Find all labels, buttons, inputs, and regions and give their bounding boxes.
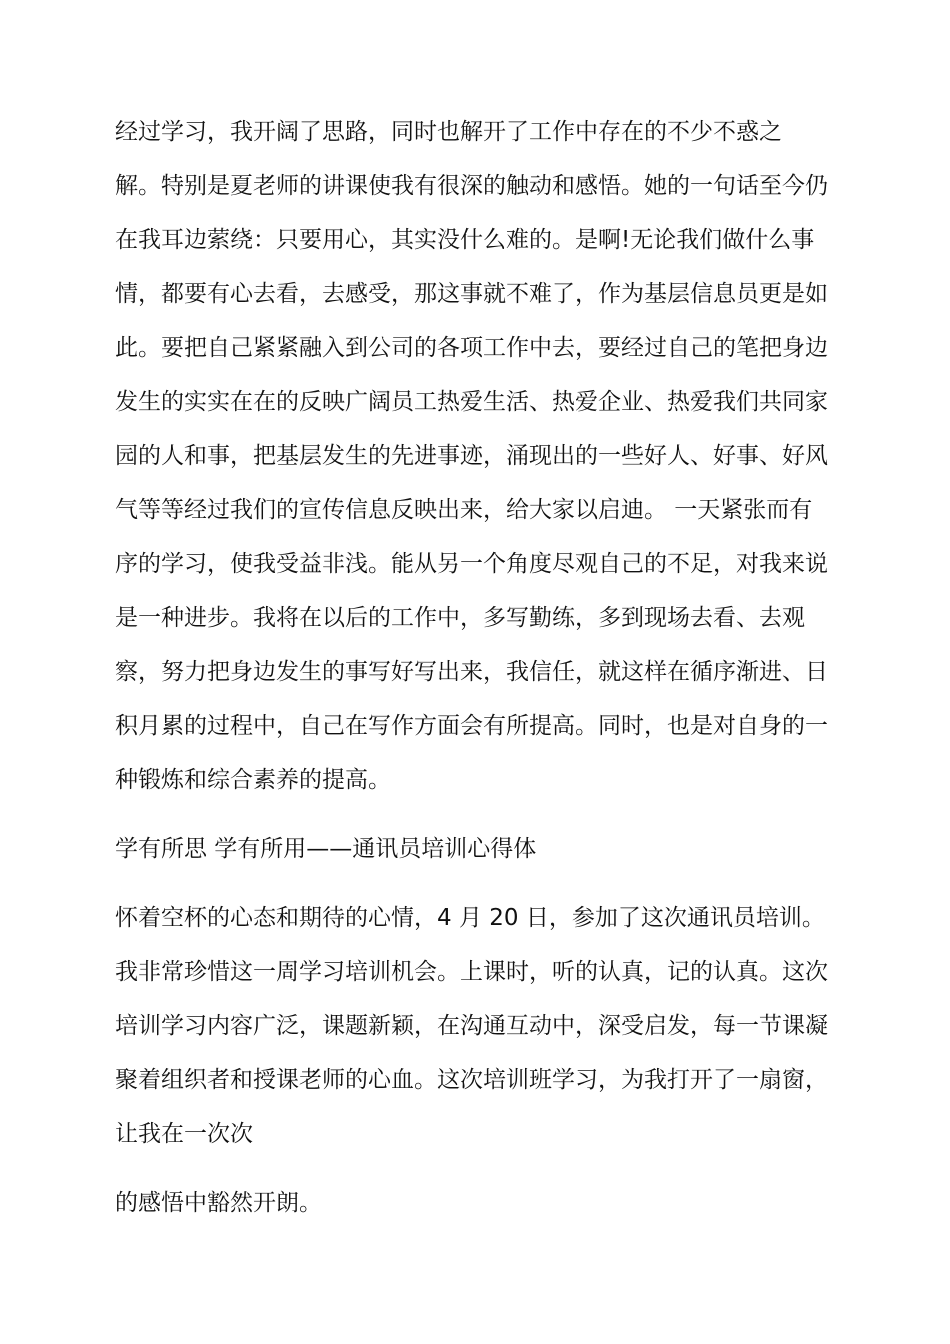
paragraph-1-line-13: 种锻炼和综合素养的提高。 bbox=[115, 767, 391, 793]
paragraph-3-line-1: 的感悟中豁然开朗。 bbox=[115, 1190, 322, 1216]
paragraph-2-line-2: 我非常珍惜这一周学习培训机会。上课时，听的认真，记的认真。这次 bbox=[115, 959, 828, 985]
paragraph-1-line-4: 情，都要有心去看，去感受，那这事就不难了，作为基层信息员更是如 bbox=[115, 281, 828, 307]
section-heading: 学有所思 学有所用——通讯员培训心得体 bbox=[115, 836, 537, 862]
paragraph-2-line-4: 聚着组织者和授课老师的心血。这次培训班学习，为我打开了一扇窗， bbox=[115, 1067, 828, 1093]
paragraph-1-line-12: 积月累的过程中，自己在写作方面会有所提高。同时，也是对自身的一 bbox=[115, 713, 828, 739]
paragraph-1-line-6: 发生的实实在在的反映广阔员工热爱生活、热爱企业、热爱我们共同家 bbox=[115, 389, 828, 415]
paragraph-1-line-8: 气等等经过我们的宣传信息反映出来，给大家以启迪。 一天紧张而有 bbox=[115, 497, 813, 523]
paragraph-2-line-3: 培训学习内容广泛，课题新颖，在沟通互动中，深受启发，每一节课凝 bbox=[115, 1013, 828, 1039]
paragraph-1-line-1: 经过学习，我开阔了思路，同时也解开了工作中存在的不少不惑之 bbox=[115, 119, 782, 145]
paragraph-2-line-5: 让我在一次次 bbox=[115, 1121, 253, 1147]
paragraph-1-line-9: 序的学习，使我受益非浅。能从另一个角度尽观自己的不足，对我来说 bbox=[115, 551, 828, 577]
paragraph-1-line-7: 园的人和事，把基层发生的先进事迹，涌现出的一些好人、好事、好风 bbox=[115, 443, 828, 469]
paragraph-2-line-1: 怀着空杯的心态和期待的心情，4 月 20 日，参加了这次通讯员培训。 bbox=[115, 905, 825, 931]
paragraph-1-line-11: 察，努力把身边发生的事写好写出来，我信任，就这样在循序渐进、日 bbox=[115, 659, 828, 685]
paragraph-1-line-2: 解。特别是夏老师的讲课使我有很深的触动和感悟。她的一句话至今仍 bbox=[115, 173, 828, 199]
paragraph-1-line-10: 是一种进步。我将在以后的工作中，多写勤练，多到现场去看、去观 bbox=[115, 605, 805, 631]
paragraph-1-line-5: 此。要把自己紧紧融入到公司的各项工作中去，要经过自己的笔把身边 bbox=[115, 335, 828, 361]
paragraph-1-line-3: 在我耳边萦绕：只要用心，其实没什么难的。是啊!无论我们做什么事 bbox=[115, 227, 815, 253]
